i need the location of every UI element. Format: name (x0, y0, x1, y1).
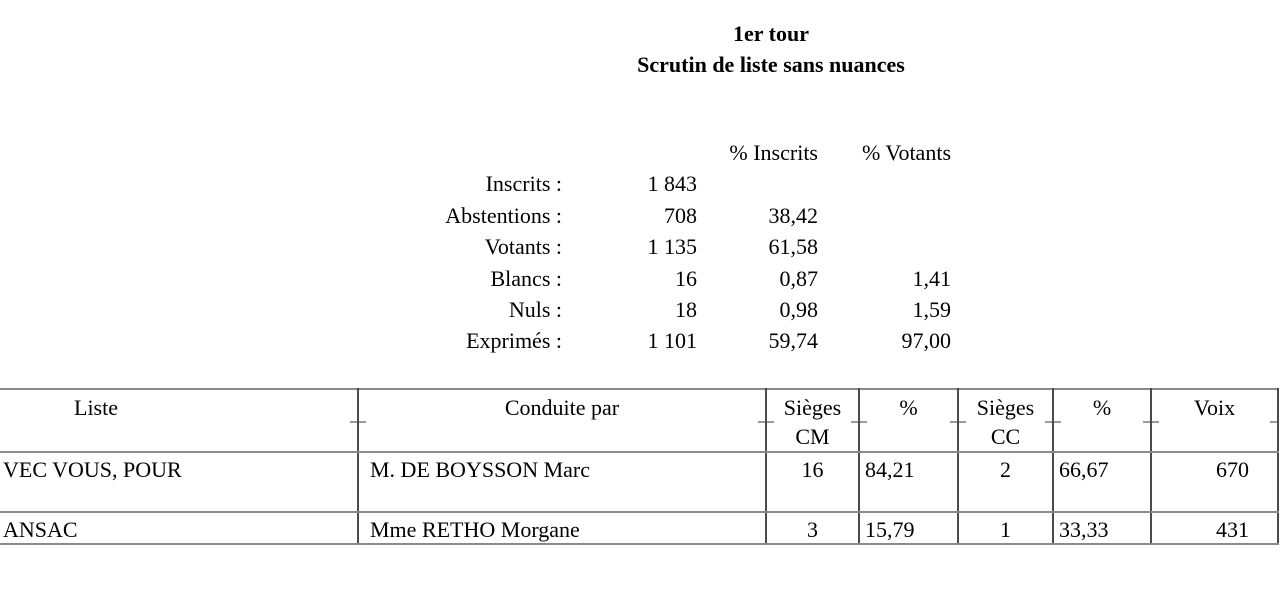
cell-sieges-cm: 3 (766, 512, 859, 544)
stats-header-pct-inscrits: % Inscrits (729, 140, 818, 165)
cell-sieges-cc: 1 (958, 512, 1053, 544)
table-row (0, 512, 1278, 544)
header-conduite-par: Conduite par (358, 389, 766, 452)
cell-voix: 670 (1151, 452, 1278, 512)
stats-row-nuls (0, 294, 960, 325)
stat-label: Nuls : (508, 296, 562, 322)
header-pct-cm: % (859, 389, 958, 452)
stats-row-inscrits (0, 168, 960, 199)
cell-pct-cm: 15,79 (859, 512, 958, 544)
cell-conduite-par: M. DE BOYSSON Marc (358, 452, 766, 512)
header-pct-cc: % (1053, 389, 1151, 452)
stat-value: 1 101 (647, 328, 697, 354)
stat-value: 16 (675, 265, 697, 291)
stat-label: Inscrits : (485, 171, 562, 197)
title-scrutin: Scrutin de liste sans nuances (637, 52, 905, 77)
stats-row-abstentions (0, 200, 960, 231)
header-sieges-cc: Sièges CC (958, 389, 1053, 452)
cell-liste: ANSAC (0, 512, 358, 544)
stat-label: Blancs : (490, 265, 562, 291)
stats-row-votants (0, 231, 960, 262)
cell-voix: 431 (1151, 512, 1278, 544)
cell-pct-cc: 33,33 (1053, 512, 1151, 544)
stat-pct-inscrits: 59,74 (768, 328, 818, 354)
stat-value: 1 135 (647, 234, 697, 260)
stats-row-exprimes (0, 325, 960, 356)
stat-value: 18 (675, 296, 697, 322)
stat-label: Exprimés : (466, 328, 562, 354)
stat-pct-inscrits: 0,98 (779, 296, 818, 322)
stat-value: 1 843 (647, 171, 697, 197)
header-liste: Liste (0, 389, 358, 452)
cell-pct-cm: 84,21 (859, 452, 958, 512)
table-row (0, 452, 1278, 512)
stat-value: 708 (664, 202, 697, 228)
stat-label: Votants : (484, 234, 562, 260)
cell-sieges-cc: 2 (958, 452, 1053, 512)
stat-pct-inscrits: 0,87 (779, 265, 818, 291)
stat-pct-votants: 1,59 (912, 296, 951, 322)
stat-pct-votants: 97,00 (901, 328, 951, 354)
title-round: 1er tour (733, 21, 809, 46)
stats-row-blancs (0, 263, 960, 294)
participation-stats (0, 137, 960, 357)
page-title (637, 18, 905, 80)
stat-label: Abstentions : (445, 202, 562, 228)
cell-sieges-cm: 16 (766, 452, 859, 512)
stat-pct-votants: 1,41 (912, 265, 951, 291)
results-table (0, 388, 1279, 545)
header-sieges-cm: Sièges CM (766, 389, 859, 452)
stats-header-pct-votants: % Votants (861, 140, 951, 165)
cell-conduite-par: Mme RETHO Morgane (358, 512, 766, 544)
cell-liste: VEC VOUS, POUR (0, 452, 358, 512)
results-header-row (0, 389, 1278, 452)
stat-pct-inscrits: 38,42 (768, 202, 818, 228)
stats-header-row (0, 137, 960, 168)
stat-pct-inscrits: 61,58 (768, 234, 818, 260)
cell-pct-cc: 66,67 (1053, 452, 1151, 512)
header-voix: Voix (1151, 389, 1278, 452)
